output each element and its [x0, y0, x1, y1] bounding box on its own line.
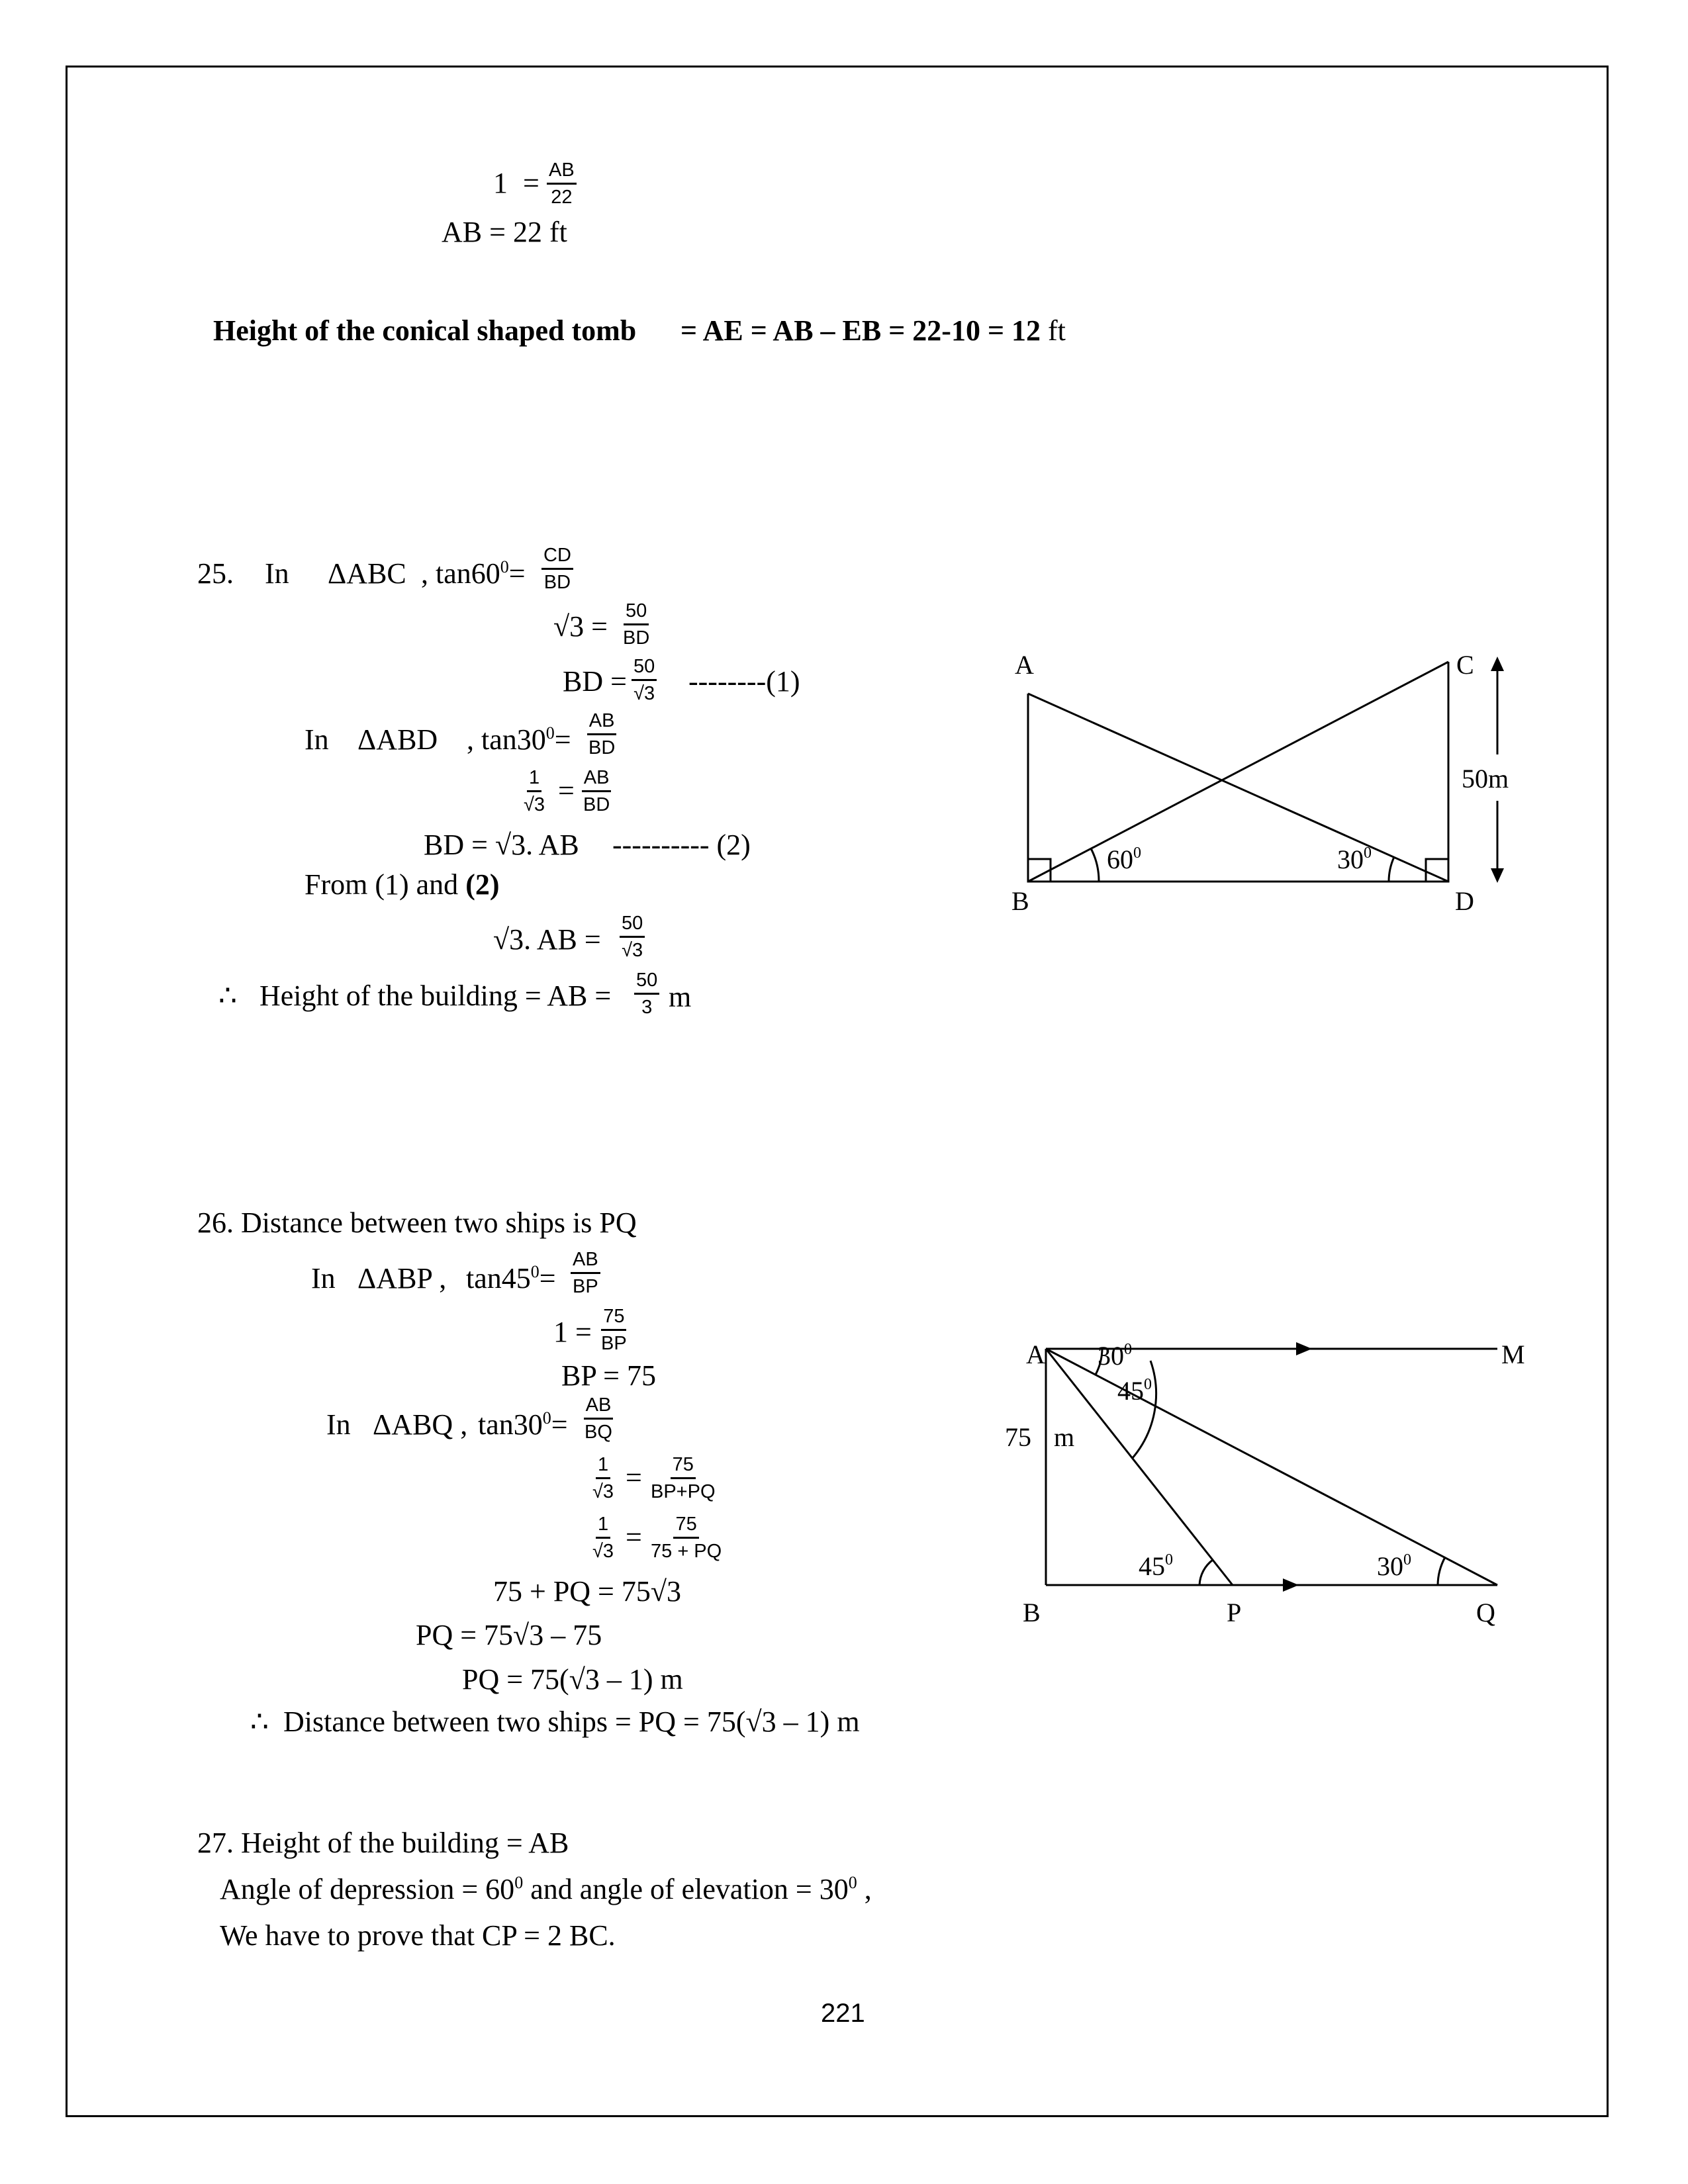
q25-frac-50-r3-2: $\frac{50}{√3}$: [620, 912, 645, 962]
q25-frac-ab-bd: $\frac{AB}{BD}$: [586, 709, 617, 759]
angle-30-label: $30^0$: [1337, 844, 1372, 874]
label-a: A: [1015, 650, 1034, 680]
q25-frac-50-bd: $\frac{50}{BD}$: [623, 600, 650, 649]
q26-frac-75-bppq: $\frac{75}{BP+PQ}$: [651, 1454, 716, 1502]
q27-heading: 27. Height of the building = AB: [197, 1827, 569, 1859]
height-75-label: 75: [1005, 1422, 1031, 1452]
angle-30-top-label: $30^0$: [1098, 1341, 1132, 1371]
eq1-lhs: 1: [493, 167, 508, 199]
q26-frac-1-r3: $\frac{1}{√3}$: [592, 1454, 614, 1502]
q26-triangle-abp: ΔABP ,: [357, 1262, 447, 1295]
q26-therefore: ∴: [250, 1706, 269, 1738]
angle-45-bottom-label: $45^0$: [1139, 1551, 1173, 1581]
q26-triangle-abq: ΔABQ ,: [373, 1408, 468, 1441]
q25-triangle-abd: ΔABD: [357, 723, 438, 756]
tomb-height-equation: = AE = AB – EB = 22-10 = 12 ft: [680, 314, 1066, 347]
arrow-bq: [1283, 1578, 1299, 1592]
q26-heading: 26. Distance between two ships is PQ: [197, 1206, 637, 1239]
q26-bp-eq: BP = 75: [561, 1359, 656, 1392]
tomb-height-label: Height of the conical shaped tomb: [213, 314, 637, 347]
angle-60-label: $60^0$: [1107, 844, 1141, 874]
q26-in: In: [311, 1262, 336, 1295]
q27-angles: Angle of depression = $60^0$ and angle of elevation = $30^0$ ,: [220, 1873, 872, 1905]
q25-frac-ab-bd-2: $\frac{AB}{BD}$: [581, 766, 612, 816]
q26-frac-ab-bq: $\frac{AB}{BQ}$: [585, 1394, 612, 1443]
height-unit-m: m: [1054, 1422, 1075, 1452]
page-number: 221: [821, 1999, 865, 2028]
line-aq: [1046, 1349, 1497, 1585]
q25-therefore: ∴: [218, 979, 237, 1012]
q25-ref-2: ---------- (2): [612, 829, 751, 861]
q26-equals-1: =: [626, 1461, 642, 1494]
q27-prove: We have to prove that CP = 2 BC.: [220, 1919, 616, 1952]
q26-conclusion: Distance between two ships = PQ = 75(√3 – 1) m: [283, 1706, 860, 1738]
q25-r3ab-eq: √3. AB =: [493, 923, 601, 956]
arrow-am: [1296, 1342, 1312, 1355]
label-c: C: [1456, 650, 1474, 680]
q26-frac-75-75pq: $\frac{75}{75 + PQ}$: [651, 1514, 722, 1562]
q25-in-2: In: [305, 723, 329, 756]
q25-bd-eq: BD =: [563, 665, 627, 698]
q25-frac-1-r3: $\frac{1}{√3}$: [524, 767, 545, 815]
q26-frac-1-r3-2: $\frac{1}{√3}$: [592, 1514, 614, 1562]
q26-eq-b: PQ = 75√3 – 75: [416, 1619, 602, 1651]
q25-frac-50-3: $\frac{50}{3}$: [634, 969, 659, 1019]
q25-from: From (1) and (2): [305, 868, 500, 901]
q25-ref-1: --------(1): [688, 665, 800, 698]
arc-45-bottom: [1199, 1560, 1213, 1585]
label-p: P: [1227, 1598, 1242, 1627]
q26-tan45: $\tan 45^0=$: [466, 1262, 556, 1295]
label-d: D: [1455, 886, 1474, 916]
fraction-numerator: AB: [547, 159, 577, 185]
q26-frac-ab-bp: $\frac{AB}{BP}$: [571, 1248, 600, 1298]
fraction-denominator: 22: [551, 187, 573, 208]
label-q: Q: [1476, 1598, 1495, 1627]
q26-frac-75-bp: $\frac{75}{BP}$: [601, 1306, 627, 1354]
label-m: M: [1501, 1340, 1525, 1369]
label-b-26: B: [1023, 1598, 1041, 1627]
q26-eq-a: 75 + PQ = 75√3: [493, 1575, 682, 1608]
q25-number: 25.: [197, 557, 234, 590]
label-b: B: [1011, 886, 1029, 916]
q25-height-text: Height of the building = AB =: [259, 979, 612, 1012]
q25-bd-sqrt3-ab: BD = √3. AB: [424, 829, 579, 861]
angle-30-bottom-label: $30^0$: [1377, 1551, 1411, 1581]
q25-tan60: , $\tan 60^0=$: [421, 557, 526, 590]
q26-in-2: In: [326, 1408, 351, 1441]
q25-sqrt3-eq: √3 =: [553, 610, 608, 643]
q26-tan30: $\tan 30^0=$: [478, 1408, 568, 1441]
q25-frac-cd-bd: $\frac{CD}{BD}$: [541, 544, 573, 594]
q25-equals: =: [558, 774, 575, 807]
q25-in: In: [265, 557, 289, 590]
q25-frac-50-r3: $\frac{50}{√3}$: [632, 655, 657, 705]
q26-one-eq: 1 =: [553, 1316, 592, 1348]
angle-45-top-label: $45^0$: [1117, 1376, 1152, 1406]
eq1-equals: =: [523, 167, 539, 199]
q26-equals-2: =: [626, 1521, 642, 1553]
q25-unit: m: [669, 981, 692, 1013]
q26-eq-c: PQ = 75(√3 – 1) m: [462, 1663, 683, 1696]
q25-tan30: , $\tan 30^0=$: [467, 723, 571, 756]
arc-30-bottom: [1438, 1557, 1445, 1585]
eq-ab-22: AB = 22 ft: [442, 216, 567, 248]
height-50m-label: 50m: [1462, 764, 1509, 794]
q25-triangle-abc: ΔABC: [328, 557, 406, 590]
label-a-26: A: [1026, 1340, 1045, 1369]
